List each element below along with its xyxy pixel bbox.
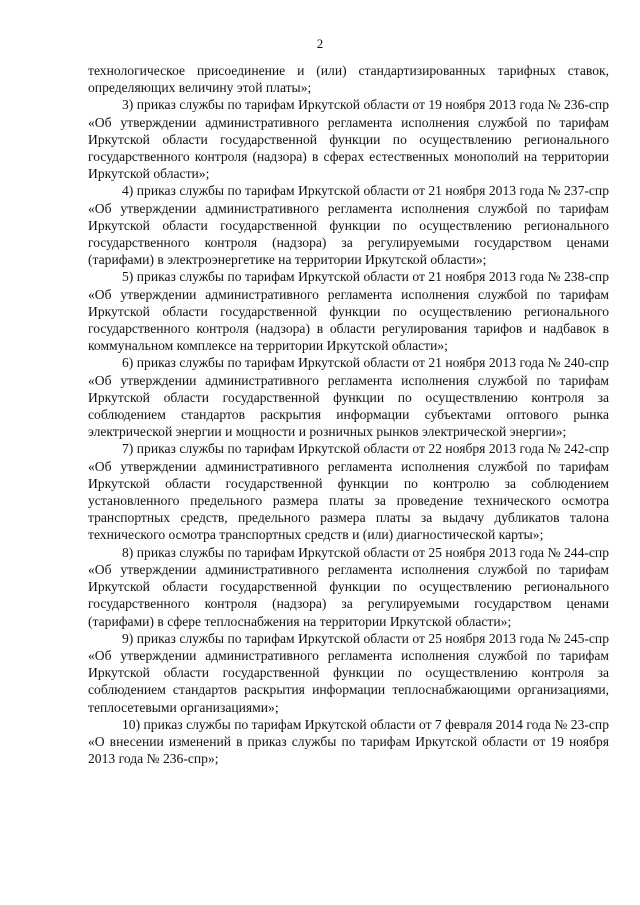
page-number: 2 [316,36,324,51]
list-item-5: 5) приказ службы по тарифам Иркутской области от 21 ноября 2013 года № 238-спр «Об утверждении административного регламента исполнения службой по тарифам Иркутской области государственной функции по осуществлению регионального государственного контроля (надзора) в области регулирования тарифов и надбавок в коммунальном комплексе на территории Иркутской области»; [88,269,609,354]
list-item-10: 10) приказ службы по тарифам Иркутской области от 7 февраля 2014 года № 23-спр «О внесении изменений в приказ службы по тарифам Иркутской области от 19 ноября 2013 года № 236-спр»; [88,716,609,767]
list-item-9: 9) приказ службы по тарифам Иркутской области от 25 ноября 2013 года № 245-спр «Об утверждении административного регламента исполнения службой по тарифам Иркутской области государственной функции по осуществлению контроля за соблюдением стандартов раскрытия информации теплоснабжающими организациями, теплосетевыми организациями»; [88,630,609,715]
document-body [88,62,609,767]
list-item-7: 7) приказ службы по тарифам Иркутской области от 22 ноября 2013 года № 242-спр «Об утверждении административного регламента исполнения службой по тарифам Иркутской области государственной функции по контролю за соблюдением установленного предельного размера платы за проведение технического осмотра транспортных средств, предельного размера платы за выдачу дубликатов талона технического осмотра транспортных средств и (или) диагностической карты»; [88,441,609,543]
paragraph-continuation: технологическое присоединение и (или) стандартизированных тарифных ставок, определяющих величину этой платы»; [88,63,609,96]
list-item-6: 6) приказ службы по тарифам Иркутской области от 21 ноября 2013 года № 240-спр «Об утверждении административного регламента исполнения службой по тарифам Иркутской области государственной функции по осуществлению контроля за соблюдением стандартов раскрытия информации субъектами оптового рынка электрической энергии и мощности и розничных рынков электрической энергии»; [88,355,609,440]
list-item-8: 8) приказ службы по тарифам Иркутской области от 25 ноября 2013 года № 244-спр «Об утверждении административного регламента исполнения службой по тарифам Иркутской области государственной функции по осуществлению регионального государственного контроля (надзора) за регулируемыми государством ценами (тарифами) в сфере теплоснабжения на территории Иркутской области»; [88,544,609,629]
list-item-3: 3) приказ службы по тарифам Иркутской области от 19 ноября 2013 года № 236-спр «Об утверждении административного регламента исполнения службой по тарифам Иркутской области государственной функции по осуществлению регионального государственного контроля (надзора) в сферах естественных монополий на территории Иркутской области»; [88,97,609,182]
list-item-4: 4) приказ службы по тарифам Иркутской области от 21 ноября 2013 года № 237-спр «Об утверждении административного регламента исполнения службой по тарифам Иркутской области государственной функции по осуществлению регионального государственного контроля (надзора) за регулируемыми государством ценами (тарифами) в электроэнергетике на территории Иркутской области»; [88,183,609,268]
